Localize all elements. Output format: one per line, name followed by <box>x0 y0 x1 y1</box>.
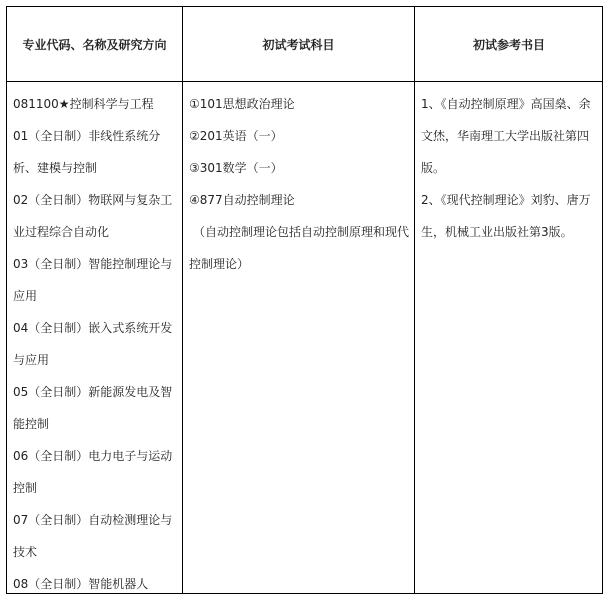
column-divider-2 <box>414 7 415 593</box>
major-column <box>13 82 181 593</box>
subjects-column <box>189 82 413 593</box>
subject-item-english: ②201英语（一） <box>189 129 283 143</box>
book-1-line-1: 1、《自动控制原理》高国燊、余 <box>421 97 591 111</box>
book-1-line-3: 版。 <box>421 161 446 175</box>
subject-item-control-theory: ④877自动控制理论 <box>189 193 295 207</box>
subject-note-line-2: 控制理论） <box>189 257 250 271</box>
research-directions <box>13 120 181 600</box>
book-1-line-2: 文烋，华南理工大学出版社第四 <box>421 129 590 143</box>
direction-08-line-1: 08（全日制）智能机器人 <box>13 577 149 591</box>
direction-04-line-1: 04（全日制）嵌入式系统开发 <box>13 321 173 335</box>
direction-07-line-1: 07（全日制）自动检测理论与 <box>13 513 173 527</box>
direction-07-line-2: 技术 <box>13 545 38 559</box>
header-major: 专业代码、名称及研究方向 <box>22 37 167 52</box>
direction-05-line-2: 能控制 <box>13 417 50 431</box>
book-2-line-1: 2、《现代控制理论》刘豹、唐万 <box>421 193 591 207</box>
direction-02-line-2: 业过程综合自动化 <box>13 225 110 239</box>
direction-03-line-1: 03（全日制）智能控制理论与 <box>13 257 173 271</box>
direction-03-line-2: 应用 <box>13 289 38 303</box>
direction-06-line-2: 控制 <box>13 481 38 495</box>
subject-item-math: ③301数学（一） <box>189 161 283 175</box>
header-subjects: 初试考试科目 <box>262 37 335 52</box>
books-column <box>421 82 603 593</box>
direction-05-line-1: 05（全日制）新能源发电及智 <box>13 385 173 399</box>
subject-item-politics: ①101思想政治理论 <box>189 97 295 111</box>
book-2-line-2: 生，机械工业出版社第3版。 <box>421 225 573 239</box>
direction-02-line-1: 02（全日制）物联网与复杂工 <box>13 193 173 207</box>
major-code-name: 081100★控制科学与工程 <box>13 97 154 111</box>
column-divider-1 <box>182 7 183 593</box>
direction-01-line-2: 析、建模与控制 <box>13 161 98 175</box>
subject-note-line-1: （自动控制理论包括自动控制原理和现代 <box>193 225 410 239</box>
direction-01-line-1: 01（全日制）非线性系统分 <box>13 129 161 143</box>
direction-06-line-1: 06（全日制）电力电子与运动 <box>13 449 173 463</box>
exam-info-table <box>6 6 603 594</box>
direction-04-line-2: 与应用 <box>13 353 50 367</box>
header-books: 初试参考书目 <box>472 37 545 52</box>
